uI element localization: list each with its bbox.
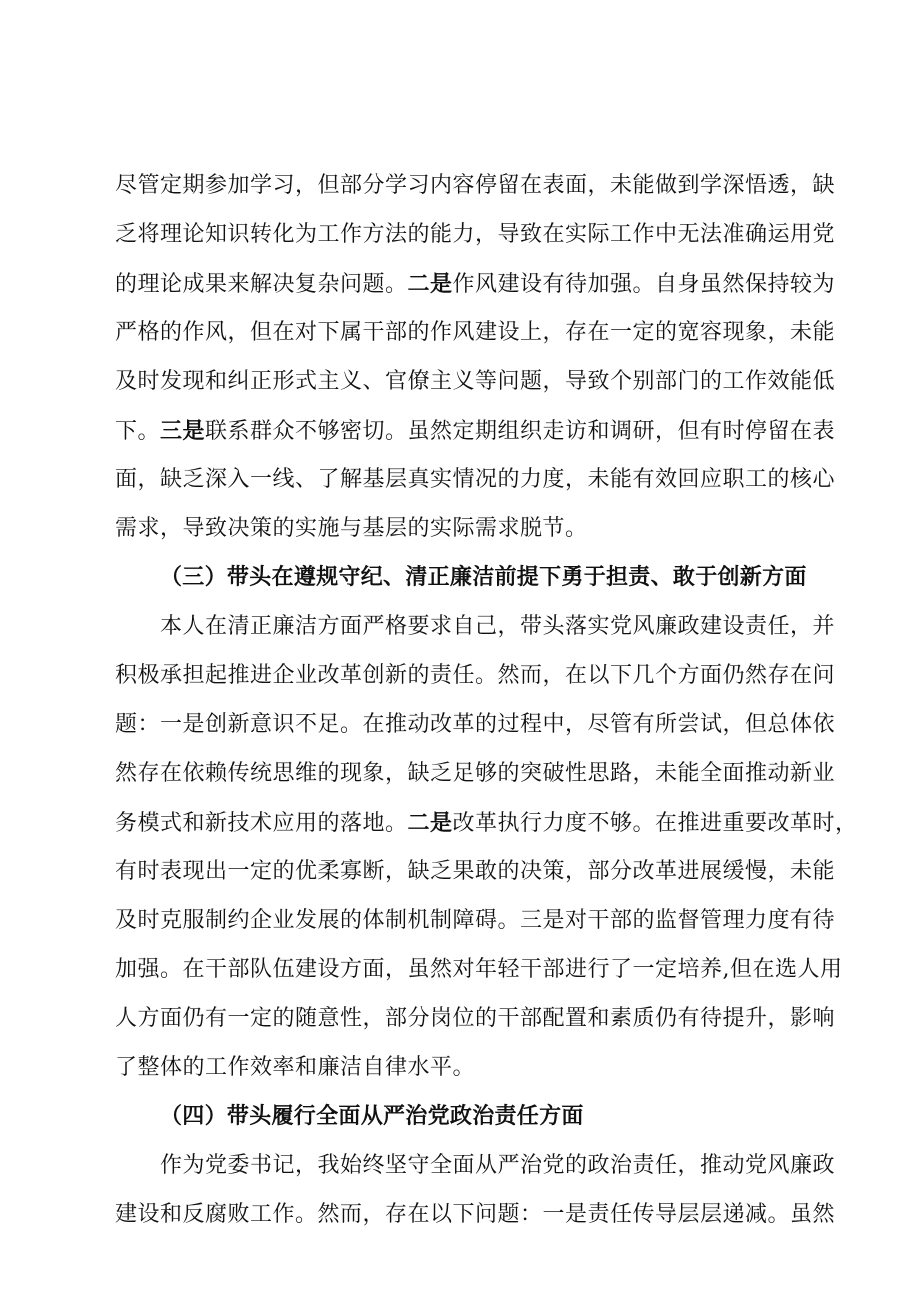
text-run: 改革执行力度不够。在推进重要改革时， (452, 811, 858, 836)
para2-line-10: 了整体的工作效率和廉洁自律水平。 (115, 1055, 476, 1080)
para1-line-1: 尽管定期参加学习，但部分学习内容停留在表面，未能做到学深悟透，缺 (115, 173, 836, 198)
bold-marker: 二是 (407, 271, 453, 297)
para2-line-5 (115, 808, 858, 838)
bold-marker: 三是 (160, 418, 206, 444)
para1-line-3 (115, 269, 836, 299)
text-run: 联系群众不够密切。虽然定期组织走访和调研，但有时停留在表 (205, 419, 836, 444)
para3-line-1: 作为党委书记，我始终坚守全面从严治党的政治责任，推动党风廉政 (160, 1153, 836, 1178)
text-run: 务模式和新技术应用的落地。 (115, 811, 408, 836)
text-run: 下。 (115, 419, 161, 444)
para1-line-2: 乏将理论知识转化为工作方法的能力，导致在实际工作中无法准确运用党 (115, 222, 836, 247)
para2-line-6: 有时表现出一定的优柔寡断，缺乏果敢的决策，部分改革进展缓慢，未能 (115, 859, 836, 884)
bold-marker: 二是 (407, 810, 453, 836)
para2-line-9: 人方面仍有一定的随意性，部分岗位的干部配置和素质仍有待提升，影响 (115, 1006, 836, 1031)
text-run: 的理论成果来解决复杂问题。 (115, 272, 408, 297)
para1-line-8: 需求，导致决策的实施与基层的实际需求脱节。 (115, 516, 588, 541)
para1-line-6 (115, 416, 836, 446)
para1-line-7: 面，缺乏深入一线、了解基层真实情况的力度，未能有效回应职工的核心 (115, 467, 836, 492)
para2-line-4: 然存在依赖传统思维的现象，缺乏足够的突破性思路，未能全面推动新业 (115, 761, 836, 786)
para2-line-7: 及时克服制约企业发展的体制机制障碍。三是对干部的监督管理力度有待 (115, 908, 836, 933)
para2-line-1: 本人在清正廉洁方面严格要求自己，带头落实党风廉政建设责任，并 (160, 614, 836, 639)
text-run: 作风建设有待加强。自身虽然保持较为 (452, 272, 836, 297)
para2-line-3: 题：一是创新意识不足。在推动改革的过程中，尽管有所尝试，但总体依 (115, 712, 836, 737)
para2-line-2: 积极承担起推进企业改革创新的责任。然而，在以下几个方面仍然存在问 (115, 663, 836, 688)
para3-line-2: 建设和反腐败工作。然而，存在以下问题：一是责任传导层层递减。虽然 (115, 1202, 836, 1227)
para1-line-4: 严格的作风，但在对下属干部的作风建设上，存在一定的宽容现象，未能 (115, 320, 836, 345)
section-heading-3: （三）带头在遵规守纪、清正廉洁前提下勇于担责、敢于创新方面 (160, 565, 807, 590)
section-heading-4: （四）带头履行全面从严治党政治责任方面 (160, 1104, 584, 1129)
para2-line-8: 加强。在干部队伍建设方面，虽然对年轻干部进行了一定培养,但在选人用 (115, 957, 843, 982)
para1-line-5: 及时发现和纠正形式主义、官僚主义等问题，导致个别部门的工作效能低 (115, 369, 836, 394)
